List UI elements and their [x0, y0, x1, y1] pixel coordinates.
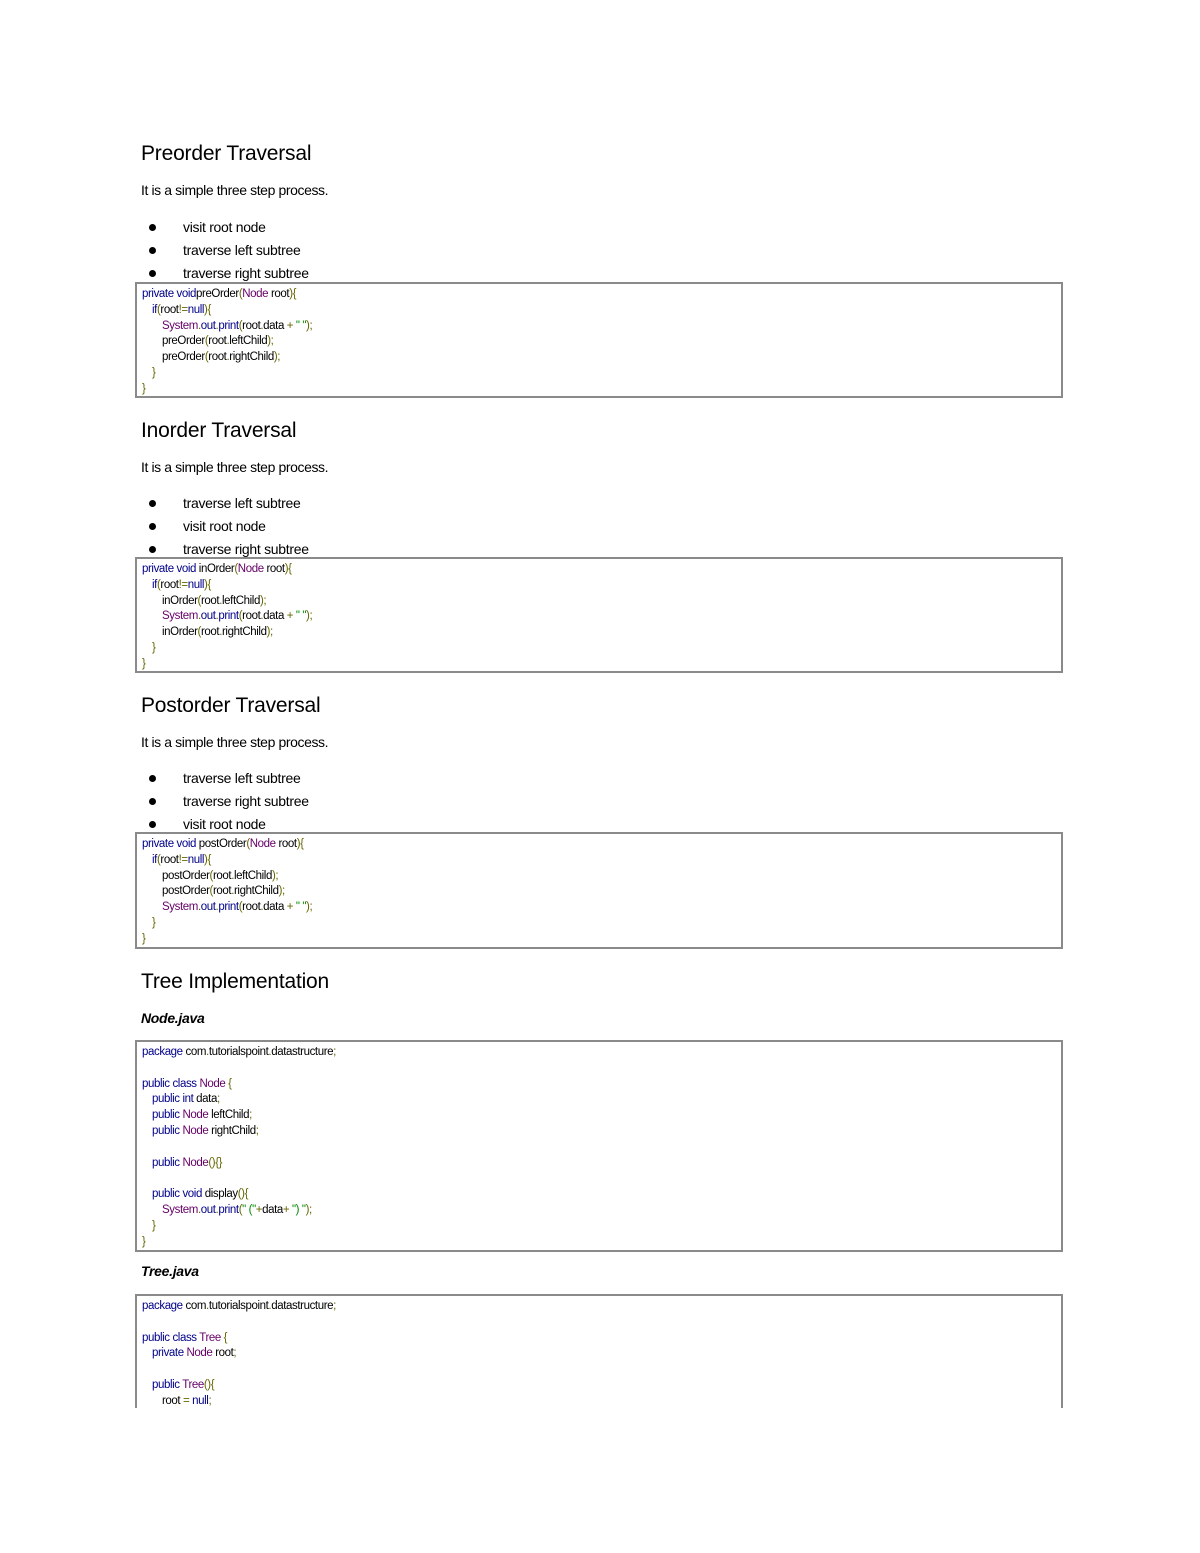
code-line: inOrder(root.leftChild);	[162, 594, 267, 607]
code-line: }	[142, 382, 146, 395]
code-line: if(root!=null){	[152, 578, 211, 591]
code-line: System.out.print(root.data + " ");	[162, 901, 313, 914]
postorder-steps	[141, 770, 309, 839]
bullet-icon	[149, 546, 156, 553]
code-line: }	[142, 1235, 146, 1248]
postorder-code-block	[135, 832, 1063, 949]
code-line: public int data;	[152, 1093, 220, 1106]
code-line: private voidpreOrder(Node root){	[142, 288, 297, 300]
preorder-heading: Preorder Traversal	[141, 142, 312, 165]
bullet-icon	[149, 500, 156, 507]
implementation-heading: Tree Implementation	[141, 970, 330, 993]
list-item: traverse left subtree	[141, 770, 309, 793]
node-java-code-block	[135, 1040, 1063, 1252]
code-line: public class Node {	[142, 1077, 232, 1090]
tree-java-filename: Tree.java	[141, 1263, 199, 1279]
bullet-icon	[149, 270, 156, 277]
code-line: System.out.print(" ("+data+ ") ");	[162, 1203, 312, 1216]
code-line: private void inOrder(Node root){	[142, 563, 292, 575]
code-line: public class Tree {	[142, 1331, 228, 1344]
bullet-icon	[149, 775, 156, 782]
code-line: preOrder(root.rightChild);	[162, 351, 281, 364]
code-line: }	[142, 657, 146, 670]
code-line: package com.tutorialspoint.datastructure;	[142, 1046, 336, 1058]
list-item: traverse left subtree	[141, 495, 309, 518]
code-line: public Node rightChild;	[152, 1124, 259, 1137]
inorder-heading: Inorder Traversal	[141, 419, 297, 442]
bullet-icon	[149, 798, 156, 805]
code-line: public Node leftChild;	[152, 1109, 252, 1122]
code-line: public Tree(){	[152, 1378, 215, 1391]
code-line: }	[152, 1219, 156, 1232]
preorder-steps	[141, 219, 309, 288]
code-line: preOrder(root.leftChild);	[162, 335, 274, 348]
code-line: inOrder(root.rightChild);	[162, 626, 273, 639]
code-line: postOrder(root.leftChild);	[162, 869, 279, 882]
code-line: root = null;	[162, 1394, 212, 1407]
inorder-steps	[141, 495, 309, 564]
node-java-filename: Node.java	[141, 1010, 205, 1026]
list-item: traverse left subtree	[141, 242, 309, 265]
inorder-intro: It is a simple three step process.	[141, 459, 329, 475]
code-line: }	[152, 641, 156, 654]
code-line	[142, 1315, 1056, 1331]
code-line	[142, 1362, 1056, 1378]
code-line: public Node(){}	[152, 1156, 223, 1169]
code-line	[142, 1140, 1056, 1156]
code-line: System.out.print(root.data + " ");	[162, 319, 313, 332]
code-line: public void display(){	[152, 1188, 249, 1201]
code-line: postOrder(root.rightChild);	[162, 885, 285, 898]
list-item: visit root node	[141, 518, 309, 541]
code-line: package com.tutorialspoint.datastructure;	[142, 1300, 336, 1312]
tree-java-code-block	[135, 1294, 1063, 1408]
bullet-icon	[149, 821, 156, 828]
postorder-heading: Postorder Traversal	[141, 694, 321, 717]
code-line: }	[152, 366, 156, 379]
code-line	[142, 1171, 1056, 1187]
code-line: if(root!=null){	[152, 303, 211, 316]
list-item: visit root node	[141, 816, 309, 839]
list-item: traverse right subtree	[141, 793, 309, 816]
list-item: traverse right subtree	[141, 265, 309, 288]
postorder-intro: It is a simple three step process.	[141, 734, 329, 750]
code-line: System.out.print(root.data + " ");	[162, 610, 313, 623]
code-line: if(root!=null){	[152, 853, 211, 866]
bullet-icon	[149, 247, 156, 254]
code-line: private Node root;	[152, 1347, 237, 1360]
preorder-code-block	[135, 282, 1063, 398]
list-item: traverse right subtree	[141, 541, 309, 564]
code-line: }	[142, 932, 146, 945]
list-item: visit root node	[141, 219, 309, 242]
bullet-icon	[149, 224, 156, 231]
preorder-intro: It is a simple three step process.	[141, 182, 329, 198]
code-line: }	[152, 916, 156, 929]
code-line	[142, 1061, 1056, 1077]
code-line: private void postOrder(Node root){	[142, 838, 304, 850]
inorder-code-block	[135, 557, 1063, 673]
bullet-icon	[149, 523, 156, 530]
